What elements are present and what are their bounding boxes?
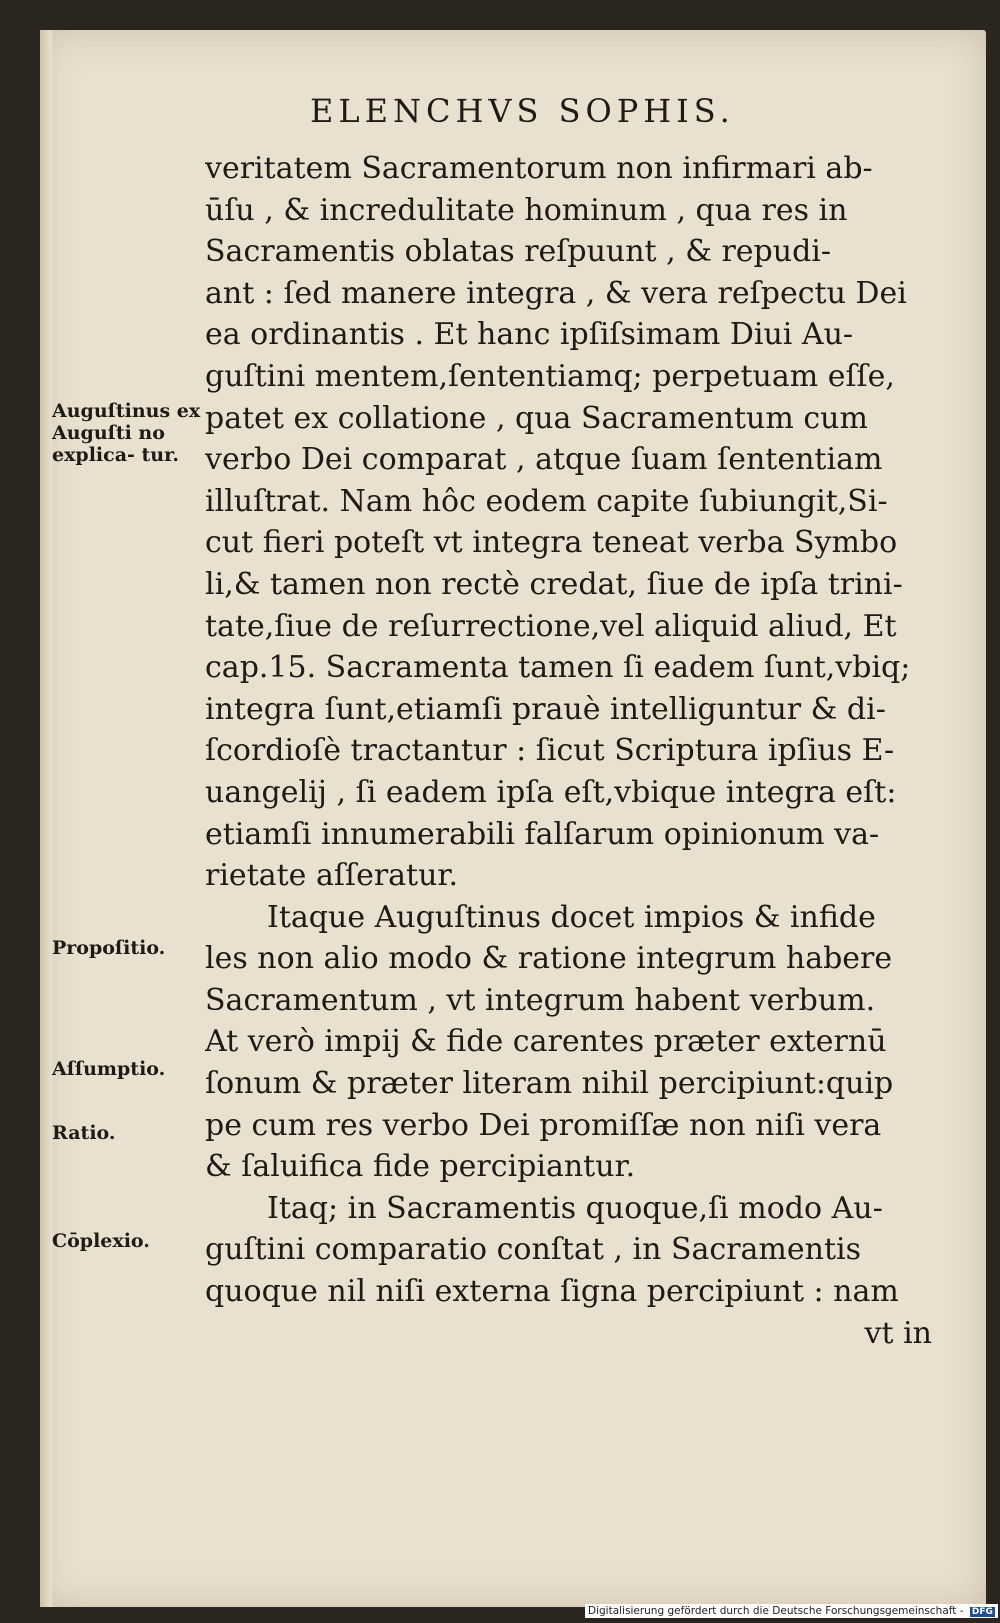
body-line: integra ſunt,etiamſi prauè intelliguntur & di- — [205, 691, 886, 727]
body-line: cap.15. Sacramenta tamen ſi eadem ſunt,vbiq; — [205, 650, 911, 686]
body-line: rietate aſſeratur. — [205, 858, 459, 894]
body-line: Sacramentis oblatas reſpuunt , & repudi- — [205, 234, 832, 270]
body-line: ſonum & præter literam nihil percipiunt:quip — [205, 1066, 894, 1102]
body-line: ant : ſed manere integra , & vera reſpectu Dei — [205, 275, 907, 311]
body-line: patet ex collatione , qua Sacramentum cum — [205, 400, 868, 436]
page-edge — [40, 30, 52, 1607]
body-line: At verò impij & fide carentes præter externū — [205, 1024, 887, 1060]
body-line: illuſtrat. Nam hôc eodem capite ſubiungit,Si- — [205, 483, 888, 519]
body-line: Itaque Auguſtinus docet impios & infide — [267, 899, 876, 935]
body-line: etiamſi innumerabili falſarum opinionum va- — [205, 816, 880, 852]
body-line: verbo Dei comparat , atque ſuam ſententiam — [205, 442, 883, 478]
body-line: ea ordinantis . Et hanc ipſiſsimam Diui Au- — [205, 317, 854, 353]
body-line: cut fieri poteſt vt integra teneat verba Symbo — [205, 525, 898, 561]
body-line: & ſaluifica fide percipiantur. — [205, 1149, 636, 1185]
digitization-footer — [585, 1604, 998, 1618]
body-text — [205, 148, 950, 1354]
body-line: guſtini comparatio conſtat , in Sacramentis — [205, 1232, 861, 1268]
catchword: vt in — [864, 1315, 932, 1351]
dfg-logo: DFG — [971, 1607, 993, 1617]
body-line: Itaq; in Sacramentis quoque,ſi modo Au- — [267, 1190, 883, 1226]
running-header: ELENCHVS SOPHIS. — [310, 92, 735, 130]
footer-text: Digitalisierung gefördert durch die Deutsche Forschungsgemeinschaft - — [588, 1605, 964, 1617]
body-line: quoque nil niſi externa ſigna percipiunt : nam — [205, 1274, 899, 1310]
body-line: veritatem Sacramentorum non infirmari ab- — [205, 151, 873, 186]
body-line: les non alio modo & ratione integrum habere — [205, 941, 893, 977]
body-line: li,& tamen non rectè credat, ſiue de ipſa trini- — [205, 566, 903, 602]
marginal-note-propositio: Propoſitio. — [52, 937, 166, 959]
body-line: ūſu , & incredulitate hominum , qua res in — [205, 192, 848, 228]
body-line: uangelij , ſi eadem ipſa eſt,vbique integra eſt: — [205, 774, 897, 810]
marginal-note-ratio: Ratio. — [52, 1122, 116, 1144]
marginal-note-complexio: Cōplexio. — [52, 1230, 150, 1252]
body-line: guſtini mentem,ſententiamq; perpetuam eſſe, — [205, 358, 895, 394]
body-line: pe cum res verbo Dei promiſſæ non niſi vera — [205, 1107, 882, 1143]
body-line: ſcordioſè tractantur : ſicut Scriptura ipſius E- — [205, 733, 895, 769]
marginal-note-augustinus: Auguſtinus ex Auguſti no explica- tur. — [52, 400, 201, 466]
body-line: Sacramentum , vt integrum habent verbum. — [205, 982, 876, 1018]
marginal-note-assumptio: Aſſumptio. — [52, 1058, 166, 1080]
body-line: tate,ſiue de reſurrectione,vel aliquid aliud, Et — [205, 608, 897, 644]
